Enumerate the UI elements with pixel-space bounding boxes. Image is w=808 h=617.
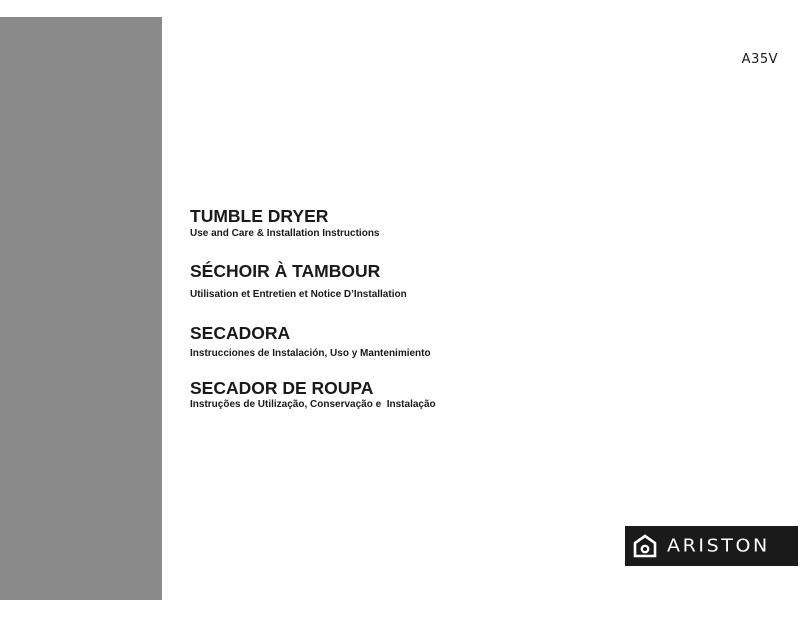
section-title: SECADORA xyxy=(190,323,291,343)
section-subtitle: Utilisation et Entretien et Notice D’Installation xyxy=(190,289,407,300)
brand-name: ARISTON xyxy=(667,535,770,557)
language-section-french xyxy=(190,261,407,301)
house-logo-icon xyxy=(633,534,657,558)
section-title: TUMBLE DRYER xyxy=(190,206,329,226)
language-section-spanish xyxy=(190,323,431,360)
section-title: SECADOR DE ROUPA xyxy=(190,378,374,398)
section-subtitle: Use and Care & Installation Instructions xyxy=(190,228,380,239)
section-subtitle: Instruções de Utilização, Conservação e Instalação xyxy=(190,399,436,410)
side-band xyxy=(0,17,162,600)
language-section-portuguese xyxy=(190,378,436,411)
language-section-english xyxy=(190,206,379,240)
section-title: SÉCHOIR À TAMBOUR xyxy=(190,261,381,281)
model-code: A35V xyxy=(741,52,778,67)
section-subtitle: Instrucciones de Instalación, Uso y Mantenimiento xyxy=(190,348,431,359)
brand-logo xyxy=(625,526,798,566)
